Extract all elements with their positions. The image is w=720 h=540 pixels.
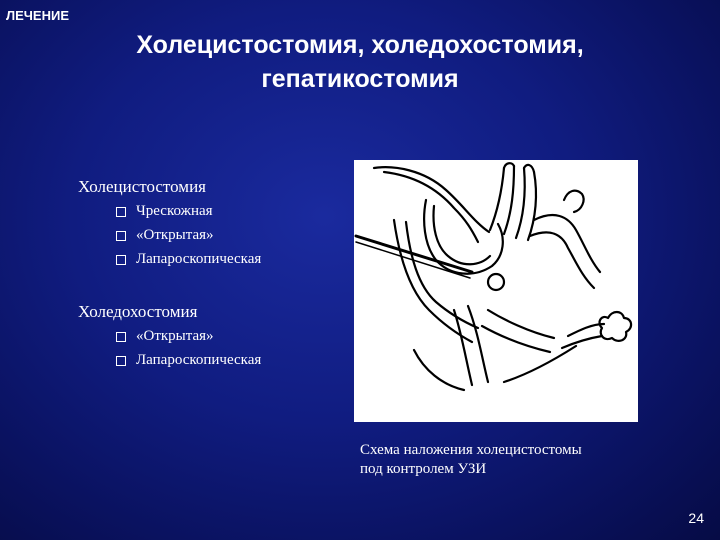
cholecystostomy-diagram [354, 160, 638, 422]
list-item-label: Лапароскопическая [136, 352, 262, 368]
list-item [116, 348, 261, 372]
list-item-label: Лапароскопическая [136, 251, 262, 267]
square-bullet-icon [116, 255, 126, 265]
slide-title-line-1: Холецистостомия, холедохостомия, [136, 31, 584, 59]
section-tag: ЛЕЧЕНИЕ [6, 8, 70, 23]
square-bullet-icon [116, 356, 126, 366]
square-bullet-icon [116, 332, 126, 342]
page-number: 24 [688, 510, 704, 526]
anatomy-drawing [354, 160, 638, 422]
list-heading: Холедохостомия [78, 302, 198, 321]
caption-line-2: под контролем УЗИ [360, 461, 487, 477]
diagram-caption [360, 441, 582, 479]
list-item [116, 223, 261, 247]
slide-title [100, 28, 620, 96]
slide-title-line-2: гепатикостомия [261, 65, 459, 93]
square-bullet-icon [116, 207, 126, 217]
square-bullet-icon [116, 231, 126, 241]
list-heading: Холецистостомия [78, 177, 206, 196]
list-item-label: Чрескожная [136, 203, 213, 219]
choledochostomy-list [78, 302, 261, 372]
caption-line-1: Схема наложения холецистостомы [360, 442, 582, 458]
list-item [116, 199, 261, 223]
list-item-label: «Открытая» [136, 328, 214, 344]
list-item [116, 247, 261, 271]
list-item [116, 324, 261, 348]
cholecystostomy-list [78, 177, 261, 271]
list-item-label: «Открытая» [136, 227, 214, 243]
